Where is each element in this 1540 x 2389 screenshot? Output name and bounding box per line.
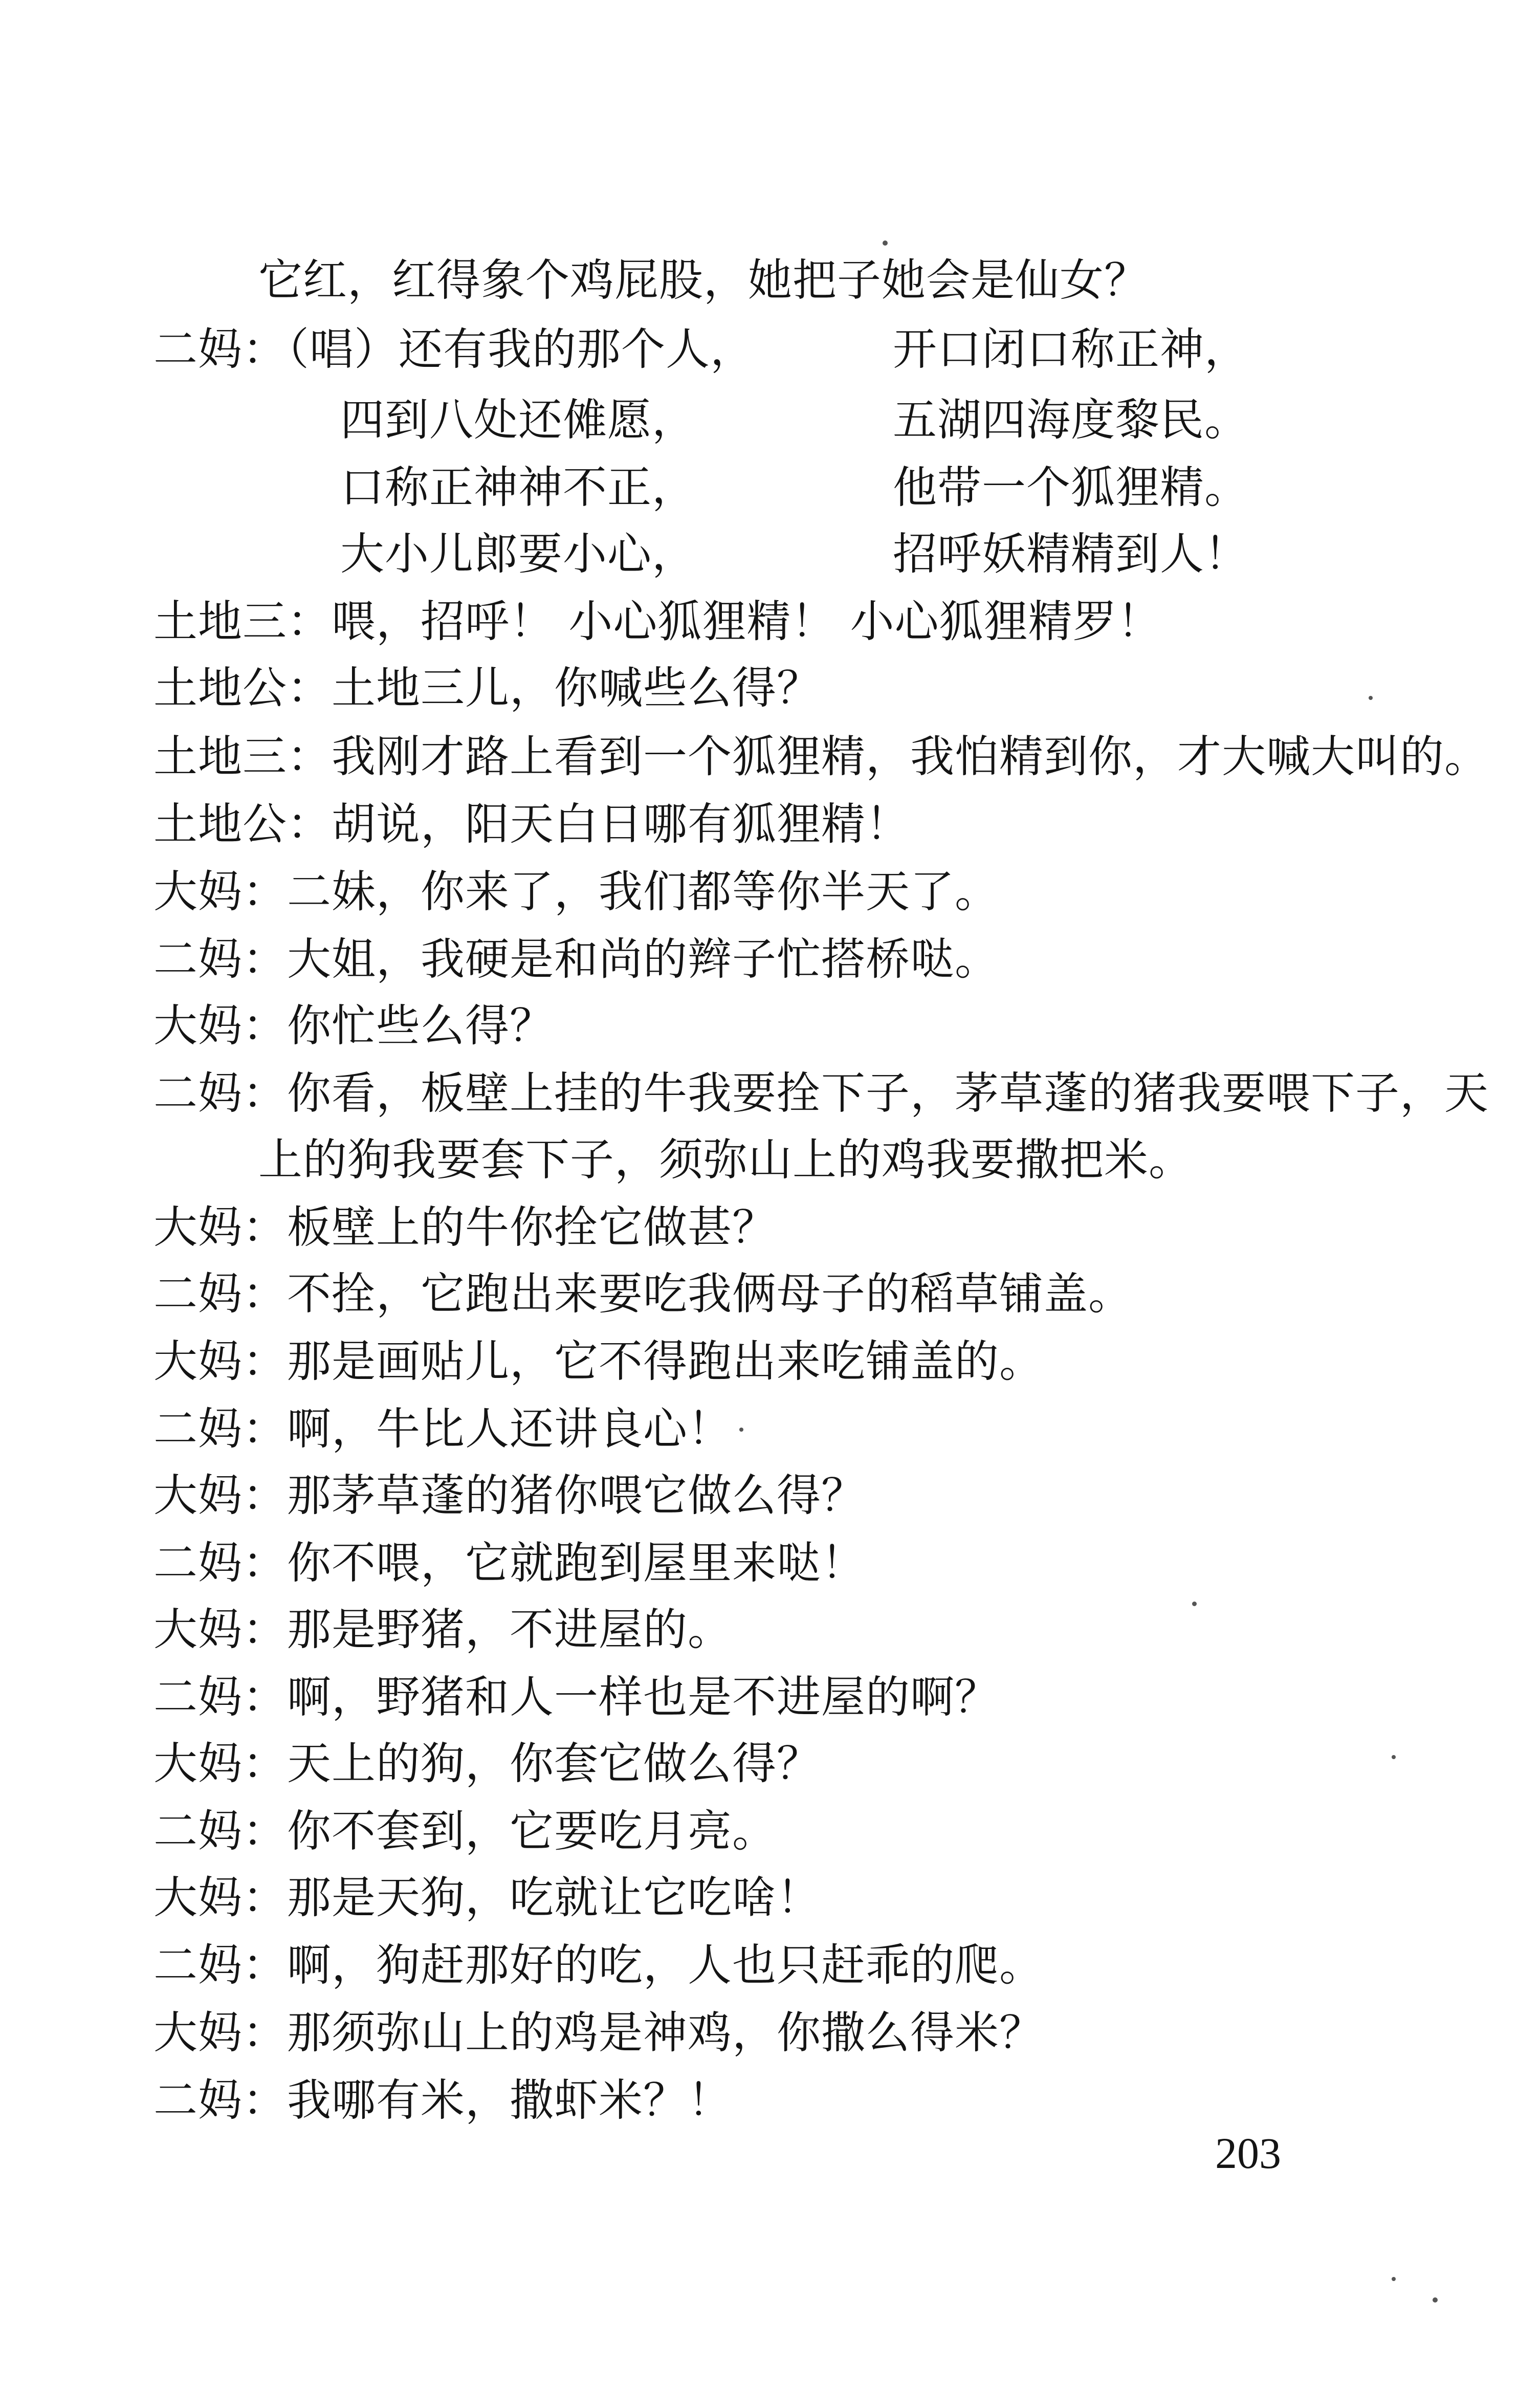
scan-speck [1433, 2297, 1438, 2303]
text-line: 二妈：（唱）还有我的那个人， [153, 324, 755, 375]
text-line: 二妈：啊，野猪和人一样也是不进屋的啊？ [153, 1672, 999, 1723]
verse-line: 四到八处还傩愿， [340, 394, 696, 446]
text-line: 二妈：你不套到，它要吃月亮。 [153, 1806, 777, 1857]
text-line: 二妈：啊，狗赶那好的吃，人也只赶乖的爬。 [153, 1940, 1044, 1991]
verse-line: 他带一个狐狸精。 [893, 462, 1249, 513]
text-line: 大妈：那是天狗，吃就让它吃啥！ [153, 1872, 821, 1923]
text-line: 大妈：你忙些么得？ [153, 1000, 554, 1051]
verse-line: 五湖四海度黎民。 [893, 394, 1249, 446]
verse-line: 开口闭口称正神， [893, 324, 1249, 375]
scan-speck [883, 240, 888, 246]
page-number: 203 [1215, 2129, 1281, 2178]
scan-speck [1392, 2277, 1396, 2281]
text-line: 大妈：板壁上的牛你拴它做甚？ [153, 1202, 777, 1253]
text-line: 二妈：我哪有米，撒虾米？！ [153, 2075, 732, 2126]
text-line: 大妈：二妹，你来了，我们都等你半天了。 [153, 866, 999, 917]
scan-speck [1369, 696, 1373, 700]
scan-speck [1392, 1755, 1396, 1759]
verse-line: 口称正神神不正， [340, 462, 696, 513]
scan-speck [739, 1428, 743, 1432]
text-line: 大妈：那须弥山上的鸡是神鸡，你撒么得米？ [153, 2007, 1044, 2058]
text-line: 二妈：大姐，我硬是和尚的辫子忙搭桥哒。 [153, 934, 999, 985]
text-line: 土地三：我刚才路上看到一个狐狸精，我怕精到你，才大喊大叫的。 [153, 731, 1489, 782]
text-line: 大妈：天上的狗，你套它做么得？ [153, 1738, 821, 1789]
text-line: 上的狗我要套下子，须弥山上的鸡我要撒把米。 [258, 1134, 1193, 1186]
text-line: 二妈：不拴，它跑出来要吃我俩母子的稻草铺盖。 [153, 1268, 1133, 1320]
text-line: 土地公：胡说，阳天白日哪有狐狸精！ [153, 799, 910, 850]
text-line: 二妈：啊，牛比人还讲良心！ [153, 1404, 732, 1455]
text-line: 土地公：土地三儿，你喊些么得？ [153, 663, 821, 714]
text-line: 大妈：那是野猪，不进屋的。 [153, 1604, 732, 1655]
text-line: 二妈：你不喂，它就跑到屋里来哒！ [153, 1538, 866, 1589]
text-line: 土地三：喂，招呼！ 小心狐狸精！ 小心狐狸精罗！ [153, 596, 1162, 647]
text-line: 它红，红得象个鸡屁股，她把子她会是仙女？ [258, 255, 1149, 306]
verse-line: 招呼妖精精到人！ [893, 529, 1249, 580]
text-line: 大妈：那茅草蓬的猪你喂它做么得？ [153, 1470, 866, 1521]
scan-speck [1192, 1602, 1197, 1606]
text-line: 大妈：那是画贴儿，它不得跑出来吃铺盖的。 [153, 1336, 1044, 1387]
verse-line: 大小儿郎要小心， [340, 529, 696, 580]
text-line: 二妈：你看，板壁上挂的牛我要拴下子，茅草蓬的猪我要喂下子，天 [153, 1068, 1489, 1119]
